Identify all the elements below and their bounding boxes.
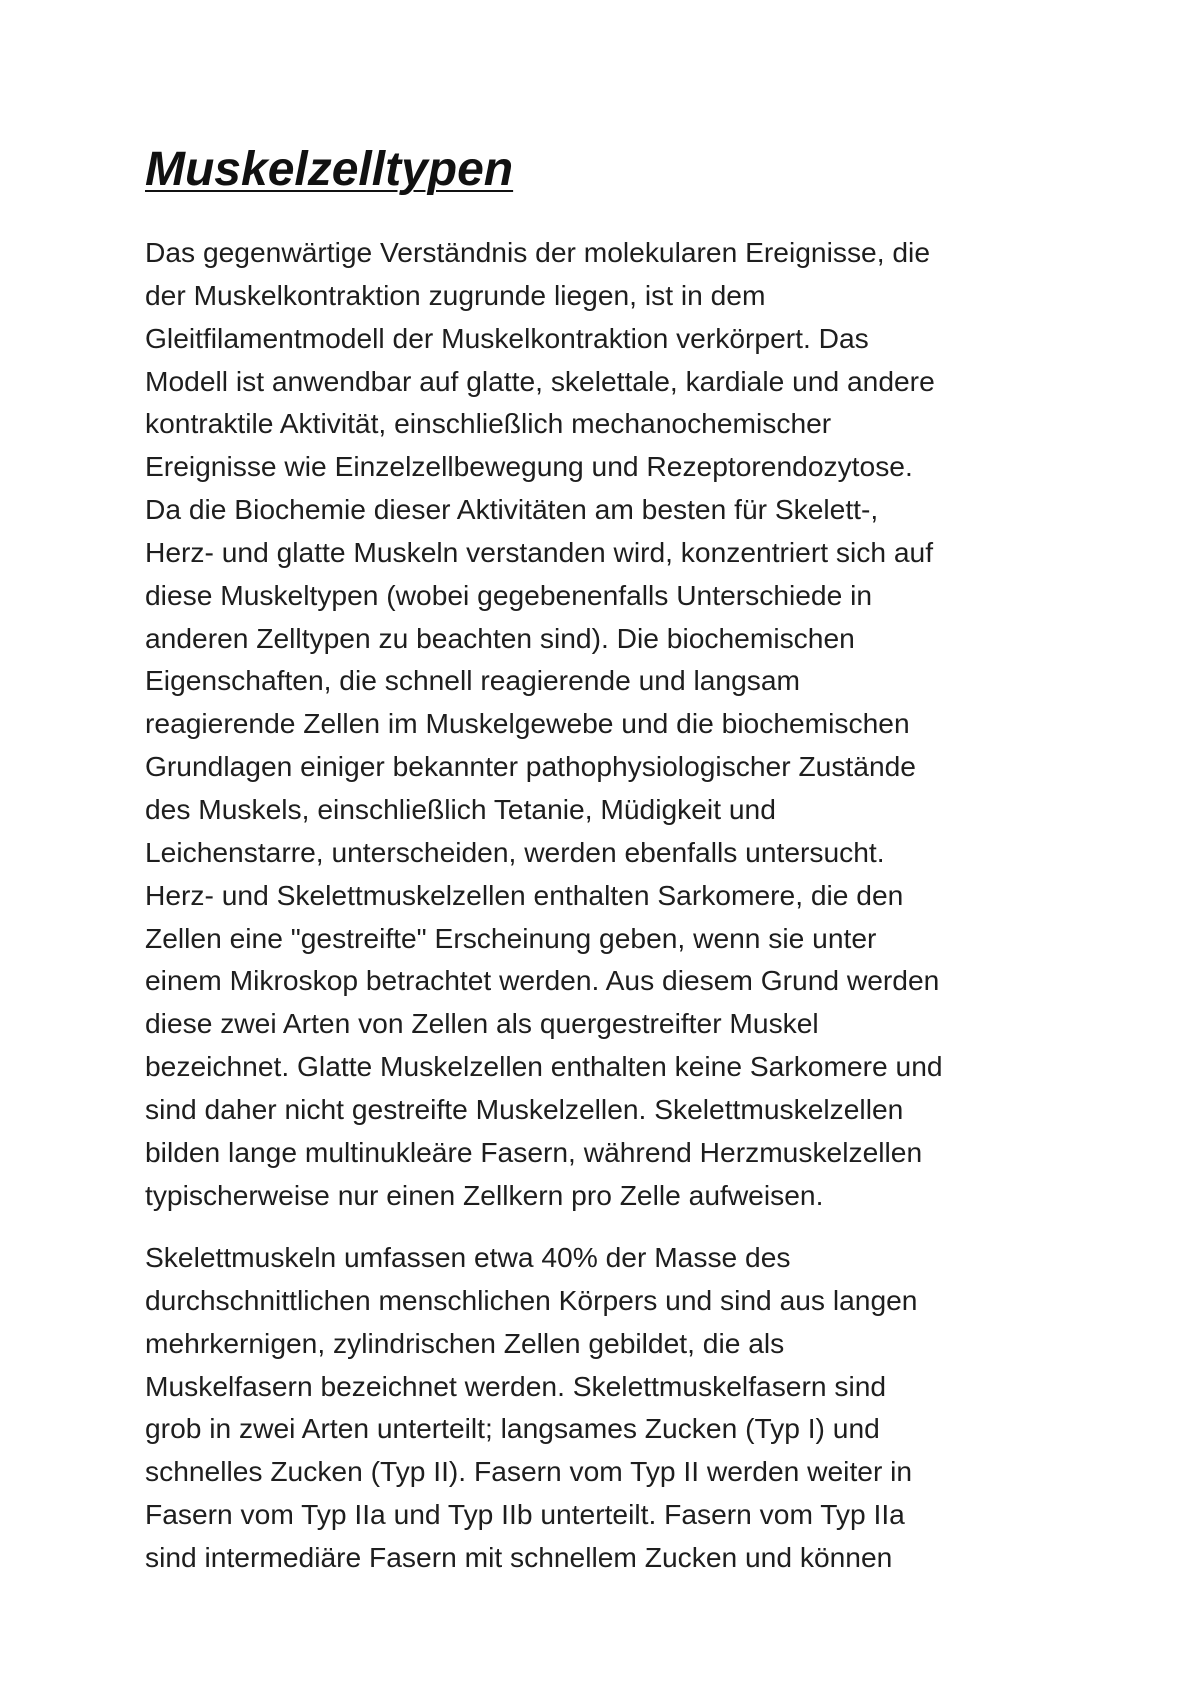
document-title: Muskelzelltypen (145, 143, 514, 196)
text-line: Muskelfasern bezeichnet werden. Skelettmuskelfasern sind (145, 1369, 887, 1402)
text-line: Herz- und Skelettmuskelzellen enthalten Sarkomere, die den (145, 878, 904, 911)
text-line: diese Muskeltypen (wobei gegebenenfalls Unterschiede in (145, 578, 873, 611)
text-line: Da die Biochemie dieser Aktivitäten am besten für Skelett-, (145, 493, 879, 526)
text-line: Gleitfilamentmodell der Muskelkontraktion verkörpert. Das (145, 321, 869, 354)
text-line: sind intermediäre Fasern mit schnellem Zucken und können (145, 1540, 893, 1573)
text-line: diese zwei Arten von Zellen als quergestreifter Muskel (145, 1007, 819, 1040)
text-line: Eigenschaften, die schnell reagierende und langsam (145, 664, 801, 697)
text-line: Ereignisse wie Einzelzellbewegung und Rezeptorendozytose. (145, 450, 913, 483)
text-line: sind daher nicht gestreifte Muskelzellen. Skelettmuskelzellen (145, 1092, 904, 1125)
text-line: Skelettmuskeln umfassen etwa 40% der Masse des (145, 1241, 791, 1273)
text-line: bilden lange multinukleäre Fasern, während Herzmuskelzellen (145, 1135, 923, 1168)
text-line: Grundlagen einiger bekannter pathophysiologischer Zustände (145, 750, 916, 783)
text-line: Herz- und glatte Muskeln verstanden wird, konzentriert sich auf (145, 535, 934, 568)
text-line: Zellen eine "gestreifte" Erscheinung geben, wenn sie unter (145, 921, 877, 954)
text-line: kontraktile Aktivität, einschließlich mechanochemischer (145, 407, 832, 440)
text-line: Fasern vom Typ IIa und Typ IIb unterteilt. Fasern vom Typ IIa (145, 1498, 905, 1531)
text-line: bezeichnet. Glatte Muskelzellen enthalten keine Sarkomere und (145, 1050, 943, 1083)
text-line: Leichenstarre, unterscheiden, werden ebenfalls untersucht. (145, 835, 885, 868)
text-line: einem Mikroskop betrachtet werden. Aus diesem Grund werden (145, 964, 940, 997)
text-line: mehrkernigen, zylindrischen Zellen gebildet, die als (145, 1326, 785, 1359)
text-line: anderen Zelltypen zu beachten sind). Die biochemischen (145, 621, 855, 654)
paragraph-1 (145, 231, 943, 1216)
paragraph-2 (145, 1236, 918, 1579)
text-line: Das gegenwärtige Verständnis der molekularen Ereignisse, die (145, 236, 930, 268)
text-line: der Muskelkontraktion zugrunde liegen, ist in dem (145, 278, 766, 311)
text-line: Modell ist anwendbar auf glatte, skelettale, kardiale und andere (145, 364, 935, 397)
text-line: grob in zwei Arten unterteilt; langsames Zucken (Typ I) und (145, 1412, 880, 1445)
text-line: typischerweise nur einen Zellkern pro Zelle aufweisen. (145, 1178, 824, 1211)
text-line: reagierende Zellen im Muskelgewebe und die biochemischen (145, 707, 910, 740)
text-line: des Muskels, einschließlich Tetanie, Müdigkeit und (145, 792, 776, 825)
text-line: schnelles Zucken (Typ II). Fasern vom Typ II werden weiter in (145, 1455, 913, 1488)
text-line: durchschnittlichen menschlichen Körpers und sind aus langen (145, 1283, 918, 1316)
